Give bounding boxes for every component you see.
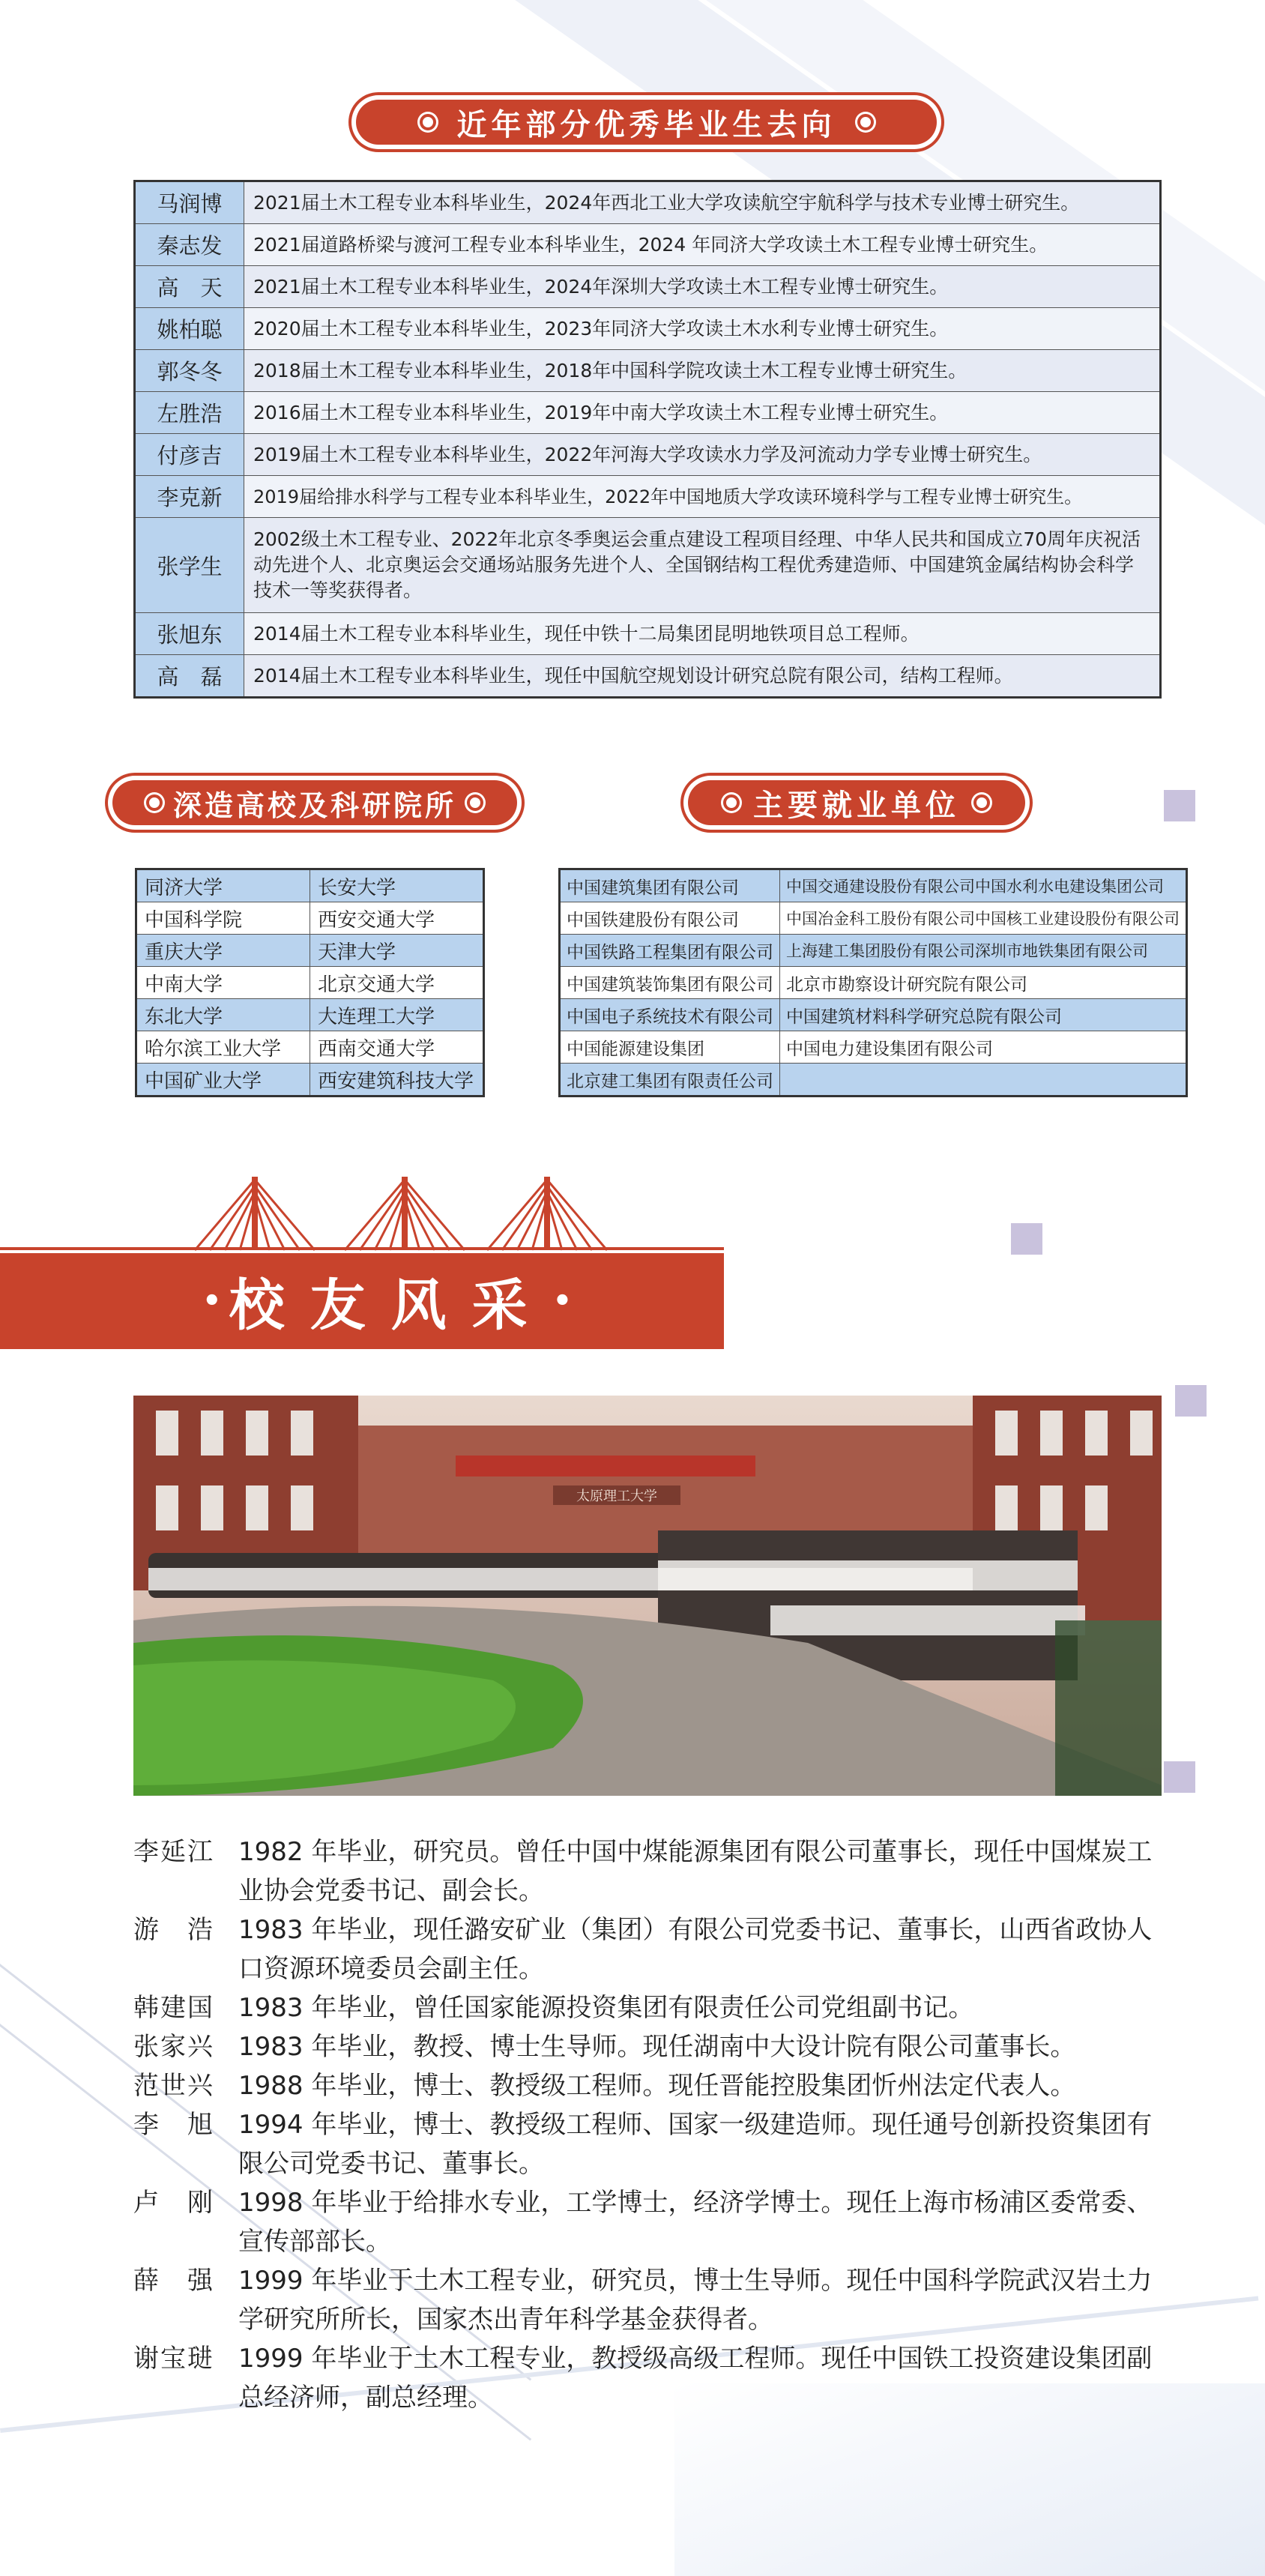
alumni-bio: 1983 年毕业，现任潞安矿业（集团）有限公司党委书记、董事长，山西省政协人口资源环境委员会副主任。 [238,1915,1153,1984]
university-cell: 西南交通大学 [310,1031,484,1064]
alumni-name: 薛 强 [133,2266,214,2296]
employers-table [558,868,1188,1097]
university-cell: 大连理工大学 [310,999,484,1031]
graduate-name: 李克新 [135,476,244,518]
employer-cell: 中国交通建设股份有限公司中国水利水电建设集团公司 [780,869,1187,902]
alumni-bio: 1982 年毕业，研究员。曾任中国中煤能源集团有限公司董事长，现任中国煤炭工业协会党委书记、副会长。 [238,1837,1153,1906]
graduate-name: 马润博 [135,181,244,224]
employer-cell: 上海建工集团股份有限公司深圳市地铁集团有限公司 [780,935,1187,967]
table-row [136,967,484,999]
table-row [560,935,1187,967]
graduate-destination: 2014届土木工程专业本科毕业生，现任中铁十二局集团昆明地铁项目总工程师。 [244,613,1161,655]
graduate-destination: 2002级土木工程专业、2022年北京冬季奥运会重点建设工程项目经理、中华人民共和国成立70周年庆祝活动先进个人、北京奥运会交通场站服务先进个人、全国钢结构工程优秀建造师、中国建筑金属结构协会科学技术一等奖获得者。 [244,518,1161,613]
ribbon-dot [857,114,874,130]
graduate-name: 郭冬冬 [135,350,244,392]
university-cell: 西安建筑科技大学 [310,1064,484,1097]
university-cell: 中国科学院 [136,902,310,935]
alumni-bio: 1999 年毕业于土木工程专业，研究员，博士生导师。现任中国科学院武汉岩土力学研究所所长，国家杰出青年科学基金获得者。 [238,2266,1153,2335]
alumni-name: 韩建国 [133,1993,214,2023]
graduates-section-ribbon [356,100,937,145]
employer-cell: 中国冶金科工股份有限公司中国核工业建设股份有限公司 [780,902,1187,935]
university-cell: 西安交通大学 [310,902,484,935]
employer-cell: 中国建筑集团有限公司 [560,869,780,902]
list-item [133,1833,1175,1910]
university-cell: 中国矿业大学 [136,1064,310,1097]
alumni-name: 游 浩 [133,1915,214,1945]
ribbon-dot [467,794,483,811]
table-row [136,1064,484,1097]
university-cell: 东北大学 [136,999,310,1031]
table-row [560,869,1187,902]
university-cell: 天津大学 [310,935,484,967]
table-row [136,935,484,967]
decor-square [1011,1223,1042,1255]
alumni-bio: 1983 年毕业，曾任国家能源投资集团有限责任公司党组副书记。 [238,1993,974,2023]
employers-section-title: 主要就业单位 [753,788,960,823]
graduate-name: 张学生 [135,518,244,613]
employer-cell: 中国电子系统技术有限公司 [560,999,780,1031]
employers-section-ribbon [688,780,1025,825]
table-row [135,266,1161,308]
table-row [135,308,1161,350]
list-item [133,2027,1175,2066]
table-row [135,181,1161,224]
table-row [136,1031,484,1064]
employer-cell [780,1064,1187,1097]
graduate-name: 左胜浩 [135,392,244,434]
alumni-name: 范世兴 [133,2071,214,2101]
alumni-bio: 1999 年毕业于土木工程专业，教授级高级工程师。现任中国铁工投资建设集团副总经济师，副总经理。 [238,2344,1153,2413]
graduate-destination: 2018届土木工程专业本科毕业生，2018年中国科学院攻读土木工程专业博士研究生。 [244,350,1161,392]
alumni-name: 张家兴 [133,2032,214,2062]
table-row [136,869,484,902]
table-row [136,999,484,1031]
ribbon-dot [420,114,436,130]
employer-cell: 中国建筑材料科学研究总院有限公司 [780,999,1187,1031]
list-item [133,2105,1175,2183]
ribbon-dot [723,794,740,811]
university-cell: 同济大学 [136,869,310,902]
alumni-bio: 1988 年毕业，博士、教授级工程师。现任晋能控股集团忻州法定代表人。 [238,2071,1076,2101]
graduate-destination: 2014届土木工程专业本科毕业生，现任中国航空规划设计研究总院有限公司，结构工程师。 [244,655,1161,698]
alumni-bio: 1983 年毕业，教授、博士生导师。现任湖南中大设计院有限公司董事长。 [238,2032,1076,2062]
employer-cell: 中国建筑装饰集团有限公司 [560,967,780,999]
graduate-name: 高 磊 [135,655,244,698]
graduate-destination: 2021届道路桥梁与渡河工程专业本科毕业生，2024 年同济大学攻读土木工程专业博士研究生。 [244,224,1161,266]
graduate-destination: 2020届土木工程专业本科毕业生，2023年同济大学攻读土木水利专业博士研究生。 [244,308,1161,350]
employer-cell: 中国铁路工程集团有限公司 [560,935,780,967]
employer-cell: 北京市勘察设计研究院有限公司 [780,967,1187,999]
graduate-name: 高 天 [135,266,244,308]
banner-dot: • [202,1284,222,1318]
table-row [560,902,1187,935]
alumni-group-photo [133,1396,1162,1796]
university-cell: 哈尔滨工业大学 [136,1031,310,1064]
alumni-name: 李延江 [133,1837,214,1867]
universities-section-title: 深造高校及科研院所 [172,788,456,822]
employer-cell: 中国铁建股份有限公司 [560,902,780,935]
decor-square [1175,1385,1207,1417]
list-item [133,1910,1175,1988]
table-row [135,476,1161,518]
alumni-section-title: 校友风采 [229,1273,553,1338]
table-row [560,1064,1187,1097]
table-row [135,434,1161,476]
alumni-name: 卢 刚 [133,2188,214,2218]
universities-table [135,868,485,1097]
employer-cell: 中国电力建设集团有限公司 [780,1031,1187,1064]
table-row [135,518,1161,613]
table-row [135,655,1161,698]
graduate-name: 秦志发 [135,224,244,266]
alumni-banner [0,1253,724,1349]
graduate-name: 付彦吉 [135,434,244,476]
graduate-name: 姚柏聪 [135,308,244,350]
list-item [133,1988,1175,2027]
graduate-destination: 2019届给排水科学与工程专业本科毕业生，2022年中国地质大学攻读环境科学与工程专业博士研究生。 [244,476,1161,518]
table-row [135,350,1161,392]
graduate-destination: 2016届土木工程专业本科毕业生，2019年中南大学攻读土木工程专业博士研究生。 [244,392,1161,434]
alumni-name: 谢宝琎 [133,2344,214,2374]
alumni-list [133,1833,1175,2417]
decor-square [1164,1761,1195,1793]
bridge-icon [180,1169,630,1252]
alumni-bio: 1998 年毕业于给排水专业，工学博士，经济学博士。现任上海市杨浦区委常委、宣传部部长。 [238,2188,1153,2257]
graduates-table [133,180,1162,699]
list-item [133,2261,1175,2339]
university-cell: 长安大学 [310,869,484,902]
graduate-destination: 2021届土木工程专业本科毕业生，2024年深圳大学攻读土木工程专业博士研究生。 [244,266,1161,308]
table-row [135,392,1161,434]
list-item [133,2183,1175,2261]
table-row [136,902,484,935]
alumni-name: 李 旭 [133,2110,214,2140]
list-item [133,2066,1175,2105]
university-cell: 中南大学 [136,967,310,999]
list-item [133,2339,1175,2417]
ribbon-dot [146,794,163,811]
building-sign-text: 太原理工大学 [576,1488,657,1504]
graduate-destination: 2019届土木工程专业本科毕业生，2022年河海大学攻读水力学及河流动力学专业博士研究生。 [244,434,1161,476]
table-row [135,613,1161,655]
university-cell: 重庆大学 [136,935,310,967]
graduate-destination: 2021届土木工程专业本科毕业生，2024年西北工业大学攻读航空宇航科学与技术专业博士研究生。 [244,181,1161,224]
table-row [135,224,1161,266]
alumni-bio: 1994 年毕业，博士、教授级工程师、国家一级建造师。现任通号创新投资集团有限公司党委书记、董事长。 [238,2110,1153,2179]
employer-cell: 中国能源建设集团 [560,1031,780,1064]
employer-cell: 北京建工集团有限责任公司 [560,1064,780,1097]
banner-top-line [0,1247,724,1250]
table-row [560,999,1187,1031]
table-row [560,1031,1187,1064]
table-row [560,967,1187,999]
universities-section-ribbon [112,780,517,825]
ribbon-dot [973,794,990,811]
group-photo-illustration [133,1396,1162,1796]
graduate-name: 张旭东 [135,613,244,655]
decor-square [1164,790,1195,821]
university-cell: 北京交通大学 [310,967,484,999]
banner-dot: • [552,1284,573,1318]
graduates-section-title: 近年部分优秀毕业生去向 [456,107,836,142]
